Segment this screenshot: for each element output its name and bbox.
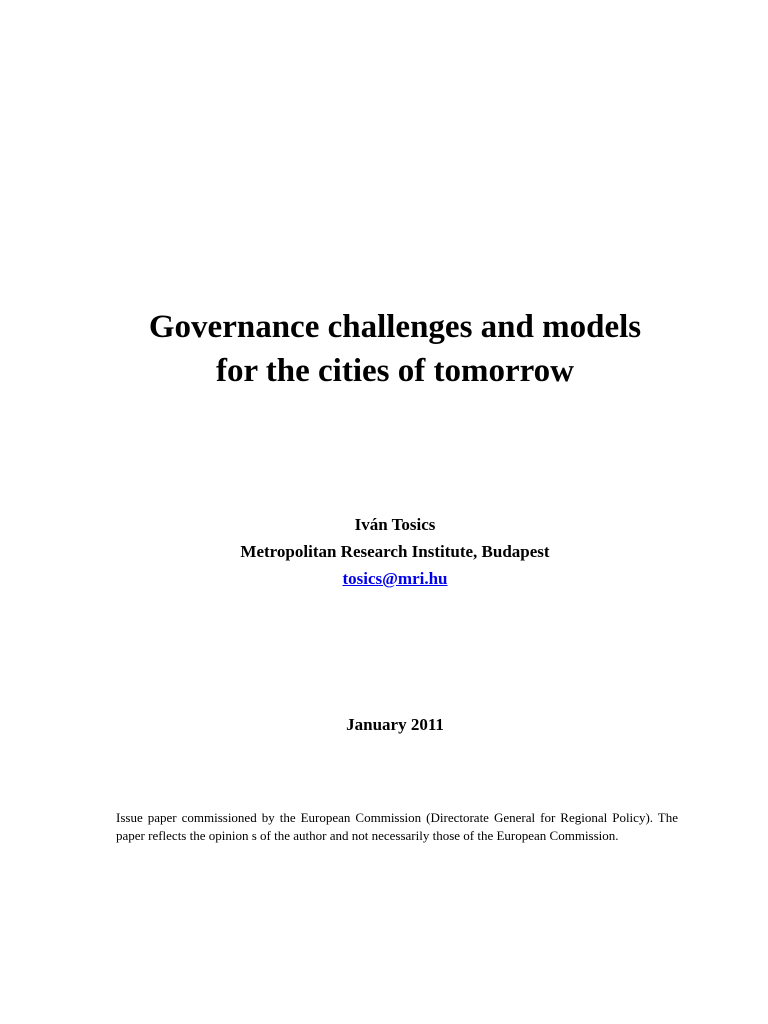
author-block — [90, 511, 700, 592]
document-title — [90, 305, 700, 393]
title-line-2: for the cities of tomorrow — [216, 353, 574, 389]
disclaimer-note: Issue paper commissioned by the European Commission (Directorate General for Regional Policy). The paper reflects the opinion s of the author and not necessarily those of the European Commission. — [116, 810, 678, 843]
publication-date: January 2011 — [346, 715, 444, 734]
author-affiliation: Metropolitan Research Institute, Budapest — [240, 542, 550, 561]
author-email-link[interactable]: tosics@mri.hu — [342, 569, 448, 588]
author-name: Iván Tosics — [354, 515, 436, 534]
title-line-1: Governance challenges and models — [148, 309, 642, 345]
